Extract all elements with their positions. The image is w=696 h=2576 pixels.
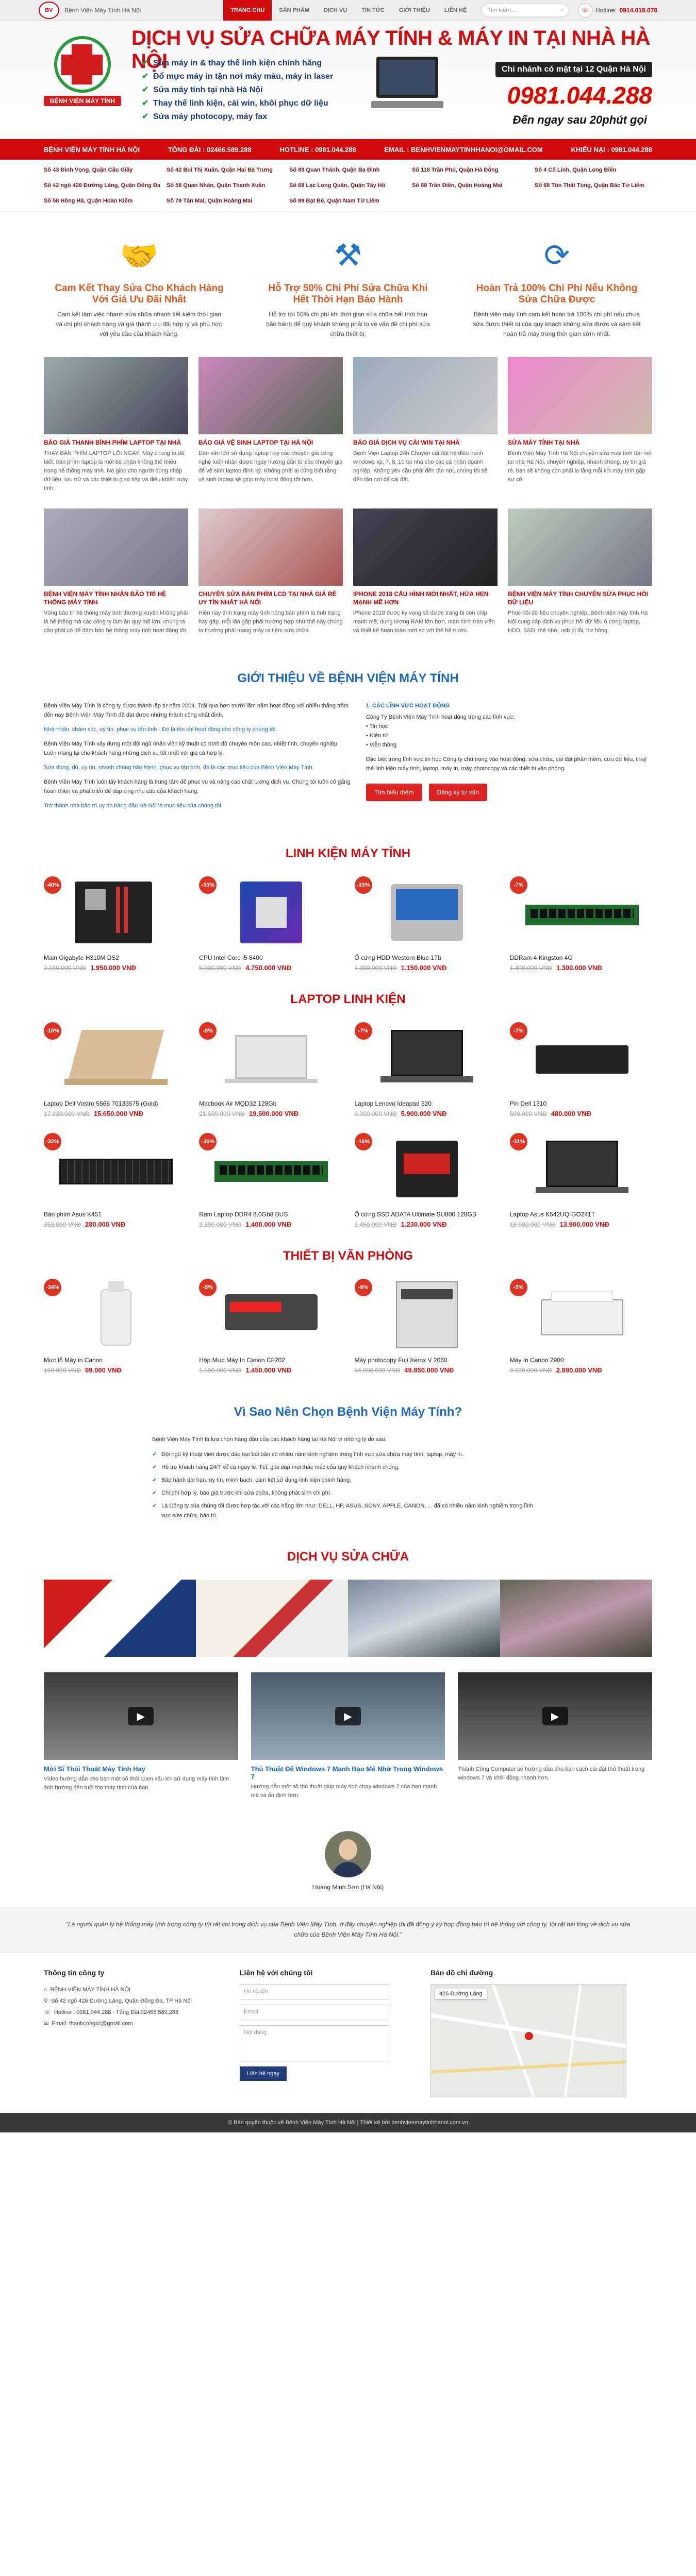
intro-paragraph: Bệnh Viện Máy Tính là công ty được thành lập từ năm 2004. Trải qua hơn mười lăm năm hoạt động với nhiều thăng trầm đến nay Bệnh Viện Máy Tính đã đạt được những thành công nhất định.: [44, 703, 349, 718]
news-title[interactable]: BÁO GIÁ VỆ SINH LAPTOP TẠI HÀ NỘI: [198, 439, 313, 446]
product-image[interactable]: [510, 1279, 652, 1351]
product-image[interactable]: [199, 1279, 341, 1351]
product-image[interactable]: [510, 1133, 652, 1205]
sale-price: 480.000 VNĐ: [551, 1110, 591, 1117]
old-price: 500.000 VNĐ: [509, 1110, 547, 1117]
features-section: [0, 212, 696, 349]
product-card[interactable]: [355, 1022, 497, 1117]
banner-phone[interactable]: 0981.044.288: [507, 82, 652, 109]
discount-badge: -34%: [44, 1279, 61, 1296]
old-price: 1.500.000 VNĐ: [199, 1367, 242, 1374]
reason-item: ✔ Hỗ trợ khách hàng 24/7 kể cả ngày lễ, Tết, giải đáp mọi thắc mắc của quý khách nhanh chóng.: [152, 1463, 544, 1472]
news-excerpt: Vòng bảo trì hệ thống máy tính thường xuyên không phải là hệ thống mà các công ty làm ăn quy mô lớn, chúng ta cần phải có để đảm bảo hệ thống máy tính hoạt động tốt.: [44, 610, 188, 634]
branch-address: Số 68 Tôn Thất Tùng, Quận Bắc Từ Liêm: [535, 182, 644, 189]
product-image[interactable]: [199, 876, 341, 948]
section-title: LINH KIỆN MÁY TÍNH: [285, 846, 411, 860]
old-price: 6.300.000 VNĐ: [354, 1110, 397, 1117]
news-title[interactable]: BỆNH VIỆN MÁY TÍNH CHUYÊN SỬA PHỤC HỒI DỮ LIỆU: [508, 590, 648, 606]
name-field[interactable]: Họ và tên: [240, 1984, 389, 1999]
sale-price: 15.650.000 VNĐ: [93, 1110, 143, 1117]
copyright-bar: © Bản quyền thuộc về Bệnh Viện Máy Tính Hà Nội | Thiết kế bởi benhvienmaytinhhanoi.com.vn: [0, 2113, 696, 2132]
site-name[interactable]: Bệnh Viện Máy Tính Hà Nội: [64, 7, 141, 14]
service-banners: [44, 1580, 652, 1657]
video-card: [44, 1672, 238, 1800]
refresh-icon: ⟳: [543, 238, 570, 273]
sale-price: 99.000 VNĐ: [85, 1366, 122, 1374]
video-text: Thành Công Computer sẽ hướng dẫn cho bạn cách cài đặt thủ thuật trong windows 7 và khởi động nhanh hơn.: [458, 1766, 645, 1781]
discount-badge: -33%: [355, 876, 372, 894]
product-name[interactable]: Máy photocopy Fuji Xerox V 2060: [354, 1357, 448, 1364]
banner-free-text: Đến ngay sau 20phút gọi: [512, 113, 647, 126]
branch-address: Số 42 Bùi Thị Xuân, Quận Hai Bà Trưng: [167, 167, 273, 173]
product-card[interactable]: [44, 876, 186, 972]
product-name[interactable]: DDRam 4 Kingston 4G: [509, 954, 573, 961]
old-price: 2.200.000 VNĐ: [199, 1221, 242, 1228]
contact-strip-item[interactable]: TỔNG ĐÀI : 02466.589.288: [168, 145, 252, 154]
map[interactable]: 426 Đường Láng: [430, 1984, 626, 2097]
sale-price: 19.500.000 VNĐ: [248, 1110, 299, 1117]
product-image[interactable]: [44, 1133, 186, 1205]
product-section: [0, 836, 696, 982]
product-name[interactable]: Máy In Canon 2900: [509, 1357, 564, 1364]
discount-badge: -33%: [199, 876, 217, 894]
product-name[interactable]: Mực lỗ Máy in Canon: [44, 1357, 103, 1364]
service-banner[interactable]: [500, 1580, 652, 1657]
phone-icon: ☏: [578, 3, 592, 18]
intro-paragraph: Bệnh Viện Máy Tính luôn lấy khách hàng là trung tâm để phục vụ và nâng cao chất lượng dịch vụ. Chúng tôi luôn cố gắng hoàn thiện và phát triển để đáp ứng nhu cầu của khách hàng.: [44, 779, 351, 794]
video-text: Hướng dẫn một số thủ thuật giúp máy tính chạy windows 7 của bạn mạnh mẽ và ổn định hơn.: [251, 1784, 437, 1799]
feature-card: [263, 232, 433, 339]
news-title[interactable]: SỬA MÁY TÍNH TẠI NHÀ: [508, 439, 580, 446]
old-price: 1.450.000 VNĐ: [354, 1221, 397, 1228]
news-image[interactable]: [353, 357, 498, 434]
nav-item[interactable]: GIỚI THIỆU: [399, 7, 430, 13]
nav-item[interactable]: TIN TỨC: [361, 7, 385, 13]
testimonial-name: Hoàng Minh Sơn (Hà Nội): [312, 1884, 384, 1891]
product-image[interactable]: [44, 1279, 186, 1351]
tools-icon: ⚒: [334, 238, 362, 273]
branch-address: Số 58 Hồng Hà, Quận Hoàn Kiếm: [44, 198, 133, 204]
discount-badge: -5%: [510, 1279, 527, 1296]
branch-address: Số 118 Trần Phú, Quận Hà Đông: [412, 167, 499, 173]
banner-list-item: ✔ Sửa máy in & thay thế linh kiện chính hãng: [142, 57, 333, 70]
discount-badge: -9%: [199, 1022, 217, 1040]
branch-address: Số 42 ngõ 426 Đường Láng, Quận Đống Đa: [44, 182, 161, 189]
services-section: [0, 1534, 696, 1816]
old-price: 2.150.000 VNĐ: [44, 964, 87, 972]
product-image[interactable]: [199, 1022, 341, 1094]
branch-list: [0, 160, 696, 212]
video-card: [251, 1672, 445, 1800]
product-name[interactable]: Laptop Dell Vostro 5568 70133575 (Gold): [44, 1100, 158, 1107]
sale-price: 2.890.000 VNĐ: [556, 1366, 602, 1374]
news-image[interactable]: [44, 509, 188, 586]
field-item: • Điện tử: [366, 731, 652, 740]
register-button[interactable]: Đăng ký tư vấn: [429, 784, 487, 801]
news-image[interactable]: [508, 509, 652, 586]
product-card[interactable]: [355, 1133, 497, 1228]
sale-price: 13.900.000 VNĐ: [559, 1221, 609, 1228]
main-nav: [223, 0, 474, 21]
product-section: [0, 1239, 696, 1384]
product-name[interactable]: Pin Dell 1310: [509, 1100, 547, 1107]
branch-address: Số 68 Lạc Long Quân, Quận Tây Hồ: [289, 182, 386, 189]
branch-address: Số 58 Quan Nhân, Quận Thanh Xuân: [167, 182, 266, 189]
product-image[interactable]: [355, 1133, 497, 1205]
discount-badge: -5%: [199, 1279, 217, 1296]
feature-card: [54, 232, 224, 339]
discount-badge: -36%: [199, 1133, 217, 1150]
product-name[interactable]: CPU Intel Core i5 8400: [199, 954, 263, 961]
news-image[interactable]: [44, 357, 188, 434]
product-image[interactable]: [44, 876, 186, 948]
why-section: Vì Sao Nên Chọn Bệnh Viện Máy Tính? Bệnh Viện Máy Tính là lựa chọn hàng đầu của các khách hàng tại Hà Nội vì những lý do sau: ✔ Đội ngũ kỹ thuật viên được đào tạo bài bản có nhiều năm kinh nghiệm trong lĩnh vực sửa chữa máy tính, laptop, máy in. ✔ Hỗ trợ khách hàng 24/7 kể cả ngày lễ, Tết, giải đáp mọi thắc mắc của quý khách nhanh chóng. ✔ Bảo hành dài hạn, uy tín, minh bạch, cam kết sử dụng linh kiện chính hãng. ✔ Chi phí hợp lý, báo giá trước khi sửa chữa, không phát sinh chi phí. ✔ Là Công ty của chúng tôi được hợp tác với các hãng lớn như: DELL, HP, ASUS, SONY, APPLE, CANON, ... đã có nhiều năm kinh nghiệm trong lĩnh vực sửa chữa, bảo trì.: [0, 1384, 696, 1534]
sale-price: 280.000 VNĐ: [85, 1221, 126, 1228]
intro-paragraph: Trở thành nhà bảo trì uy tín hàng đầu Hà Nội là mục tiêu của chúng tôi.: [44, 803, 223, 809]
top-bar: [0, 0, 696, 21]
nav-item[interactable]: DỊCH VỤ: [323, 7, 347, 13]
service-banner[interactable]: [348, 1580, 500, 1657]
discount-badge: -18%: [44, 1022, 61, 1040]
news-card: [353, 357, 498, 493]
product-name[interactable]: Laptop Asus K542UQ-GO241T: [509, 1211, 595, 1218]
hero-banner: [0, 21, 696, 139]
company-info: Thông tin công ty ⌂ BỆNH VIỆN MÁY TÍNH HÀ NỘI ⚲ Số 42 ngõ 426 Đường Láng, Quận Đống Đa, TP Hà Nội ☏ Hotline : 0981.044.288 - Tổng Đài 02466.589.288 ✉ Email: thanhcongcc@gmail.com: [44, 1969, 219, 2097]
product-image[interactable]: [355, 1279, 497, 1351]
banner-service-list: [142, 57, 333, 124]
video-text: Video hướng dẫn cho bạn một số thói quen xấu khi sử dụng máy tính làm ảnh hưởng đến tuổi thọ máy tính của bạn.: [44, 1776, 229, 1791]
news-excerpt: Hiện nay tình trạng máy tính hỏng bàn phím là tình trạng hay gặp, mỗi lần gặp phải trường hợp như thế này chúng ta thường phải mang máy ra tiệm sửa chữa.: [198, 610, 343, 634]
play-icon[interactable]: ▶: [542, 1707, 568, 1725]
product-card[interactable]: [510, 876, 652, 972]
sale-price: 4.750.000 VNĐ: [245, 964, 292, 972]
news-image[interactable]: [198, 509, 343, 586]
branch-address: Số 43 Đình Vọng, Quận Cầu Giấy: [44, 167, 133, 173]
feature-text: Cam kết làm việc nhanh sửa chữa nhanh tiết kiệm thời gian và chi phí khách hàng và giá thành ưu đãi hợp lý và phù hợp với yêu cầu của khách hàng.: [56, 311, 223, 337]
home-icon: ⌂: [44, 1987, 47, 1993]
phone-icon: ☏: [44, 2009, 51, 2015]
old-price: 350.000 VNĐ: [44, 1221, 81, 1228]
discount-badge: -7%: [355, 1022, 372, 1040]
intro-paragraph: Nhờ nhận, chăm sóc, uy tín, phục vụ tận tình - Đó là tôn chỉ hoạt động cho công ty chúng tôi.: [44, 726, 277, 733]
video-card: [458, 1672, 652, 1800]
news-card: [353, 509, 498, 635]
product-name[interactable]: Ram Laptop DDR4 8.0Gb8 BUS: [199, 1211, 288, 1218]
news-title[interactable]: IPHONE 2018 CẤU HÌNH MỚI NHẤT, HỨA HẸN MẠNH MẼ HƠN: [353, 590, 489, 606]
contact-strip-item[interactable]: KHIẾU NẠI : 0981.044.288: [571, 145, 652, 154]
feature-title: Hỗ Trợ 50% Chi Phí Sửa Chữa Khi Hết Thời Hạn Bảo Hành: [268, 283, 428, 305]
intro-section: [0, 656, 696, 836]
video-title[interactable]: Mời Sĩ Thói Thoát Máy Tính Hay: [44, 1765, 146, 1773]
send-button[interactable]: Liên hệ ngay: [240, 2066, 287, 2081]
branch-address: Số 89 Quan Thánh, Quận Ba Đình: [289, 167, 380, 173]
testimonial-quote: "Lá người quản lý hệ thống máy tính trong công ty tôi rất coi trọng dịch vụ của Bệnh Viện Máy Tính, ở đây chuyên nghiệp tôi đã đồng ý ký hợp đồng bảo trì hệ thống với công ty, tôi rất hài lòng về dịch vụ sửa chữa của Bệnh Viện Máy Tính Hà Nội.": [0, 1906, 696, 1953]
site-logo[interactable]: BV: [39, 2, 59, 19]
sale-price: 1.450.000 VNĐ: [245, 1366, 292, 1374]
product-image[interactable]: [355, 876, 497, 948]
banner-list-item: ✔ Đổ mực máy in tận nơi máy màu, máy in laser: [142, 70, 333, 83]
branch-address: Số 89 Bạt Bê, Quận Nam Từ Liêm: [289, 198, 379, 204]
map-block: Bản đồ chỉ đường 426 Đường Láng: [430, 1969, 626, 2097]
nav-item[interactable]: TRANG CHỦ: [223, 0, 272, 21]
branch-address: Số 4 Cổ Linh, Quận Long Biên: [535, 167, 617, 173]
product-card[interactable]: [510, 1279, 652, 1374]
banner-list-item: ✔ Thay thế linh kiện, cài win, khôi phục dữ liệu: [142, 97, 333, 110]
news-section: [0, 349, 696, 656]
news-image[interactable]: [508, 357, 652, 434]
product-card[interactable]: [510, 1022, 652, 1117]
news-excerpt: iPhone 2018 được kỳ vọng sẽ được trang bị con chip mạnh mẽ, dung lượng RAM lớn hơn, màn hình tràn viền và thiết kế hoàn toàn mới so với thế hệ trước.: [353, 610, 495, 634]
feature-title: Hoàn Trả 100% Chi Phí Nếu Không Sửa Chữa Được: [476, 283, 638, 305]
product-image[interactable]: [44, 1022, 186, 1094]
product-card[interactable]: [355, 1279, 497, 1374]
service-banner[interactable]: [196, 1580, 348, 1657]
discount-badge: -32%: [44, 1133, 61, 1150]
play-icon[interactable]: ▶: [128, 1707, 154, 1725]
old-price: 16.900.000 VNĐ: [509, 1221, 556, 1228]
sale-price: 1.300.000 VNĐ: [556, 964, 602, 972]
search-icon[interactable]: ⌕: [560, 7, 564, 13]
news-title[interactable]: BÁO GIÁ THANH BÌNH PHÍM LAPTOP TẠI NHÀ: [44, 439, 181, 446]
feature-text: Hỗ trợ tới 50% chi phí khi thời gian sửa chữa hết thời hạn bảo hành để quý khách không phải lo về vấn đề chi phí sửa chữa thiết bị.: [266, 311, 430, 337]
product-name[interactable]: Main Gigabyte H310M DS2: [44, 954, 120, 961]
handshake-icon: 🤝: [120, 238, 159, 273]
product-card[interactable]: [199, 1133, 341, 1228]
email-field[interactable]: Email: [240, 2005, 389, 2020]
reason-item: ✔ Chi phí hợp lý, báo giá trước khi sửa chữa, không phát sinh chi phí.: [152, 1488, 544, 1498]
old-price: 5.000.000 VNĐ: [199, 964, 242, 972]
field-item: • Tin học: [366, 722, 652, 731]
old-price: 1.350.000 VNĐ: [354, 964, 397, 972]
banner-note: Chi nhánh có mặt tại 12 Quận Hà Nội: [495, 62, 652, 77]
footer: [0, 1953, 696, 2113]
sale-price: 1.150.000 VNĐ: [401, 964, 447, 972]
video-title[interactable]: Thủ Thuật Để Windows 7 Mạnh Bạo Mẽ Nhờ Trong Windows 7: [251, 1765, 443, 1781]
cross-logo-icon: [54, 36, 111, 93]
product-card[interactable]: [355, 876, 497, 972]
contact-strip: [0, 139, 696, 160]
news-excerpt: Bệnh Viện Laptop 24h Chuyên cài đặt hệ điều hành windows xp, 7, 8, 10 tại nhà cho các cá nhân doanh nghiệp. Không yêu cầu phải đến tận nơi, chúng tôi sẽ đến tận nơi để cài đặt.: [353, 450, 488, 483]
reason-item: ✔ Đội ngũ kỹ thuật viên được đào tạo bài bản có nhiều năm kinh nghiệm trong lĩnh vực sửa chữa máy tính, laptop, máy in.: [152, 1450, 544, 1460]
old-price: 17.230.000 VNĐ: [44, 1110, 90, 1117]
message-field[interactable]: Nội dung: [240, 2025, 389, 2061]
sale-price: 49.850.000 VNĐ: [404, 1366, 454, 1374]
contact-strip-item[interactable]: EMAIL : BENHVIENMAYTINHHANOI@GMAIL.COM: [384, 145, 543, 154]
play-icon[interactable]: ▶: [335, 1707, 361, 1725]
intro-title: GIỚI THIỆU VỀ BỆNH VIỆN MÁY TÍNH: [237, 671, 459, 685]
reason-item: ✔ Là Công ty của chúng tôi được hợp tác với các hãng lớn như: DELL, HP, ASUS, SONY, APPLE, CANON, ... đã có nhiều năm kinh nghiệm trong lĩnh vực sửa chữa, bảo trì.: [152, 1501, 544, 1521]
video-thumbnail[interactable]: [44, 1672, 238, 1760]
banner-list-item: ✔ Sửa máy photocopy, máy fax: [142, 110, 333, 124]
banner-title: DỊCH VỤ SỬA CHỮA MÁY TÍNH & MÁY IN TẠI NHÀ HÀ NỘI: [131, 27, 651, 73]
news-title[interactable]: BÁO GIÁ DỊCH VỤ CÀI WIN TẠI NHÀ: [353, 439, 460, 446]
contact-form: Liên hệ với chúng tôi Họ và tên Email Nội dung Liên hệ ngay: [240, 1969, 410, 2097]
reason-item: ✔ Bảo hành dài hạn, uy tín, minh bạch, cam kết sử dụng linh kiện chính hãng.: [152, 1476, 544, 1485]
product-name[interactable]: Hộp Mực Máy In Canon CF202: [199, 1357, 286, 1364]
product-image[interactable]: [510, 1022, 652, 1094]
banner-list-item: ✔ Sửa máy tính tại nhà Hà Nội: [142, 83, 333, 97]
old-price: 21.500.000 VNĐ: [199, 1110, 245, 1117]
nav-item[interactable]: LIÊN HỆ: [444, 7, 467, 13]
contact-strip-item[interactable]: HOTLINE : 0981.044.288: [279, 145, 356, 154]
product-name[interactable]: Macbook Air MQD32 128Gb: [199, 1100, 277, 1107]
video-thumbnail[interactable]: [458, 1672, 652, 1760]
why-title: Vì Sao Nên Chọn Bệnh Viện Máy Tính?: [234, 1405, 462, 1419]
news-card: [508, 509, 652, 635]
computer-illustration: [369, 57, 446, 124]
feature-title: Cam Kết Thay Sửa Cho Khách Hàng Với Giá Ưu Đãi Nhất: [55, 283, 224, 305]
product-card[interactable]: [44, 1133, 186, 1228]
news-excerpt: THAY BÀN PHÍM LAPTOP LỖI NGAY! Máy chúng ta đã biết, bàn phím laptop là một bộ phận không thể thiếu trong hệ thống máy tính. Nó giúp cho người dùng nhập dữ liệu, lưu trữ và các thiết bị giao tiếp và điều khiển máy tính.: [44, 450, 188, 492]
feature-text: Bệnh viện máy tính cam kết hoàn trả 100% chi phí nếu chưa sửa được thiết bị của quý khách không sửa được và cam kết hoàn trả máy trong thời gian sớm nhất.: [473, 311, 641, 337]
discount-badge: -31%: [510, 1133, 527, 1150]
news-image[interactable]: [198, 357, 343, 434]
product-card[interactable]: [44, 1022, 186, 1117]
intro-text: [44, 701, 351, 816]
product-card[interactable]: [199, 1022, 341, 1117]
field-item: • Viễn thông: [366, 740, 652, 750]
news-title[interactable]: BỆNH VIỆN MÁY TÍNH NHẬN BẢO TRÌ HỆ THỐNG MÁY TÍNH: [44, 590, 167, 606]
product-name[interactable]: Bàn phím Asus K451: [44, 1211, 102, 1218]
branch-address: Số 88 Trần Điền, Quận Hoàng Mai: [412, 182, 503, 189]
news-image[interactable]: [353, 509, 498, 586]
discount-badge: -7%: [510, 876, 527, 894]
news-card: [198, 509, 343, 635]
product-section: [0, 982, 696, 1239]
intro-fields: 1. CÁC LĨNH VỰC HOẠT ĐỘNG Công Ty Bệnh Viện Máy Tính hoạt động trong các lĩnh vực: • Tin học • Điện tử • Viễn thông Đặc biệt trong lĩnh vực tin học Công ty chú trọng vào hoạt động: sửa chữa, cài đặt phần mềm, cứu dữ liệu, thay thế linh kiện máy tính, laptop, máy in, máy photocopy và các thiết bị văn phòng. Tìm hiểu thêm Đăng ký tư vấn: [366, 701, 652, 816]
news-excerpt: Phục hồi dữ liệu chuyên nghiệp. Bệnh viện máy tính Hà Nội cung cấp dịch vụ phục hồi dữ liệu ổ cứng laptop, HDD, SSD, thẻ nhớ, usb bị lỗi, hư hỏng.: [508, 610, 648, 634]
avatar: [325, 1831, 371, 1877]
search-input[interactable]: Tìm kiếm... ⌕: [482, 4, 569, 17]
section-title: THIẾT BỊ VĂN PHÒNG: [283, 1249, 413, 1263]
news-title[interactable]: CHUYÊN SỬA BÀN PHÍM LCD TẠI NHÀ GIÁ RẺ UY TÍN NHẤT HÀ NỘI: [198, 590, 337, 606]
section-title: LAPTOP LINH KIỆN: [290, 992, 406, 1006]
sale-price: 1.230.000 VNĐ: [401, 1221, 447, 1228]
news-card: [508, 357, 652, 493]
intro-paragraph: Bệnh Viện Máy Tính xây dựng một đội ngũ nhân viên kỹ thuật có trình độ chuyên môn cao, nhiệt tình, chuyên nghiệp. Luôn mang lại cho khách hàng những dịch vụ tốt nhất với giá cả hợp lý.: [44, 741, 339, 756]
mail-icon: ✉: [44, 2021, 49, 2027]
location-icon: ⚲: [44, 1998, 48, 2004]
contact-strip-item[interactable]: BỆNH VIỆN MÁY TÍNH HÀ NỘI: [44, 145, 140, 154]
nav-item[interactable]: SẢN PHẨM: [279, 7, 309, 13]
old-price: 1.400.000 VNĐ: [509, 964, 552, 972]
product-card[interactable]: [44, 1279, 186, 1374]
testimonial-section: [0, 1816, 696, 1906]
service-banner[interactable]: [44, 1580, 196, 1657]
video-thumbnail[interactable]: [251, 1672, 445, 1760]
news-card: [44, 509, 188, 635]
discount-badge: -8%: [355, 1279, 372, 1296]
intro-paragraph: Sửa đúng, đủ, uy tín, nhanh chóng bảo hành, phục vụ tận tình, đó là các mục tiêu của Bệnh Viện Máy Tính.: [44, 765, 314, 771]
product-name[interactable]: Ổ cứng SSD ADATA Ultimate SU800 128GB: [354, 1211, 476, 1218]
sale-price: 5.900.000 VNĐ: [401, 1110, 447, 1117]
old-price: 3.000.000 VNĐ: [509, 1367, 552, 1374]
sale-price: 1.400.000 VNĐ: [245, 1221, 292, 1228]
news-excerpt: Dân văn lớn sử dụng laptop hay các chuyên gia công nghệ luôn nhận được ngay hướng dẫn từ các chuyên gia để vệ sinh laptop định kỳ. Không phải ai cũng biết rằng vệ sinh laptop sẽ giúp máy hoạt động tốt hơn.: [198, 450, 343, 483]
discount-badge: -40%: [44, 876, 61, 894]
services-title: DỊCH VỤ SỬA CHỮA: [287, 1550, 409, 1564]
old-price: 54.000.000 VNĐ: [354, 1367, 401, 1374]
product-card[interactable]: [199, 876, 341, 972]
news-excerpt: Bệnh Viện Máy Tính Hà Nội chuyên sửa máy tính tận nơi tại nhà Hà Nội, chuyên nghiệp, nhanh chóng, uy tín giá rẻ, bạn sẽ không còn phải lo lắng mỗi khi máy tính gặp sự cố.: [508, 450, 652, 483]
product-image[interactable]: [199, 1133, 341, 1205]
feature-card: [472, 232, 642, 339]
sale-price: 1.950.000 VNĐ: [90, 964, 136, 972]
news-card: [198, 357, 343, 493]
discount-badge: -7%: [510, 1022, 527, 1040]
news-card: [44, 357, 188, 493]
banner-logo: BỆNH VIỆN MÁY TÍNH: [44, 36, 121, 113]
learn-more-button[interactable]: Tìm hiểu thêm: [366, 784, 422, 801]
product-name[interactable]: Laptop Lenovo Ideapad 320: [354, 1100, 432, 1107]
discount-badge: -16%: [355, 1133, 372, 1150]
product-card[interactable]: [510, 1133, 652, 1228]
product-name[interactable]: Ổ cứng HDD Western Blue 1Tb: [354, 954, 442, 961]
product-card[interactable]: [199, 1279, 341, 1374]
product-image[interactable]: [355, 1022, 497, 1094]
old-price: 150.000 VNĐ: [44, 1367, 81, 1374]
branch-address: Số 79 Tân Mai, Quận Hoàng Mai: [167, 198, 253, 204]
product-image[interactable]: [510, 876, 652, 948]
hotline[interactable]: ☏ Hotline: 0914.018.078: [578, 3, 657, 18]
